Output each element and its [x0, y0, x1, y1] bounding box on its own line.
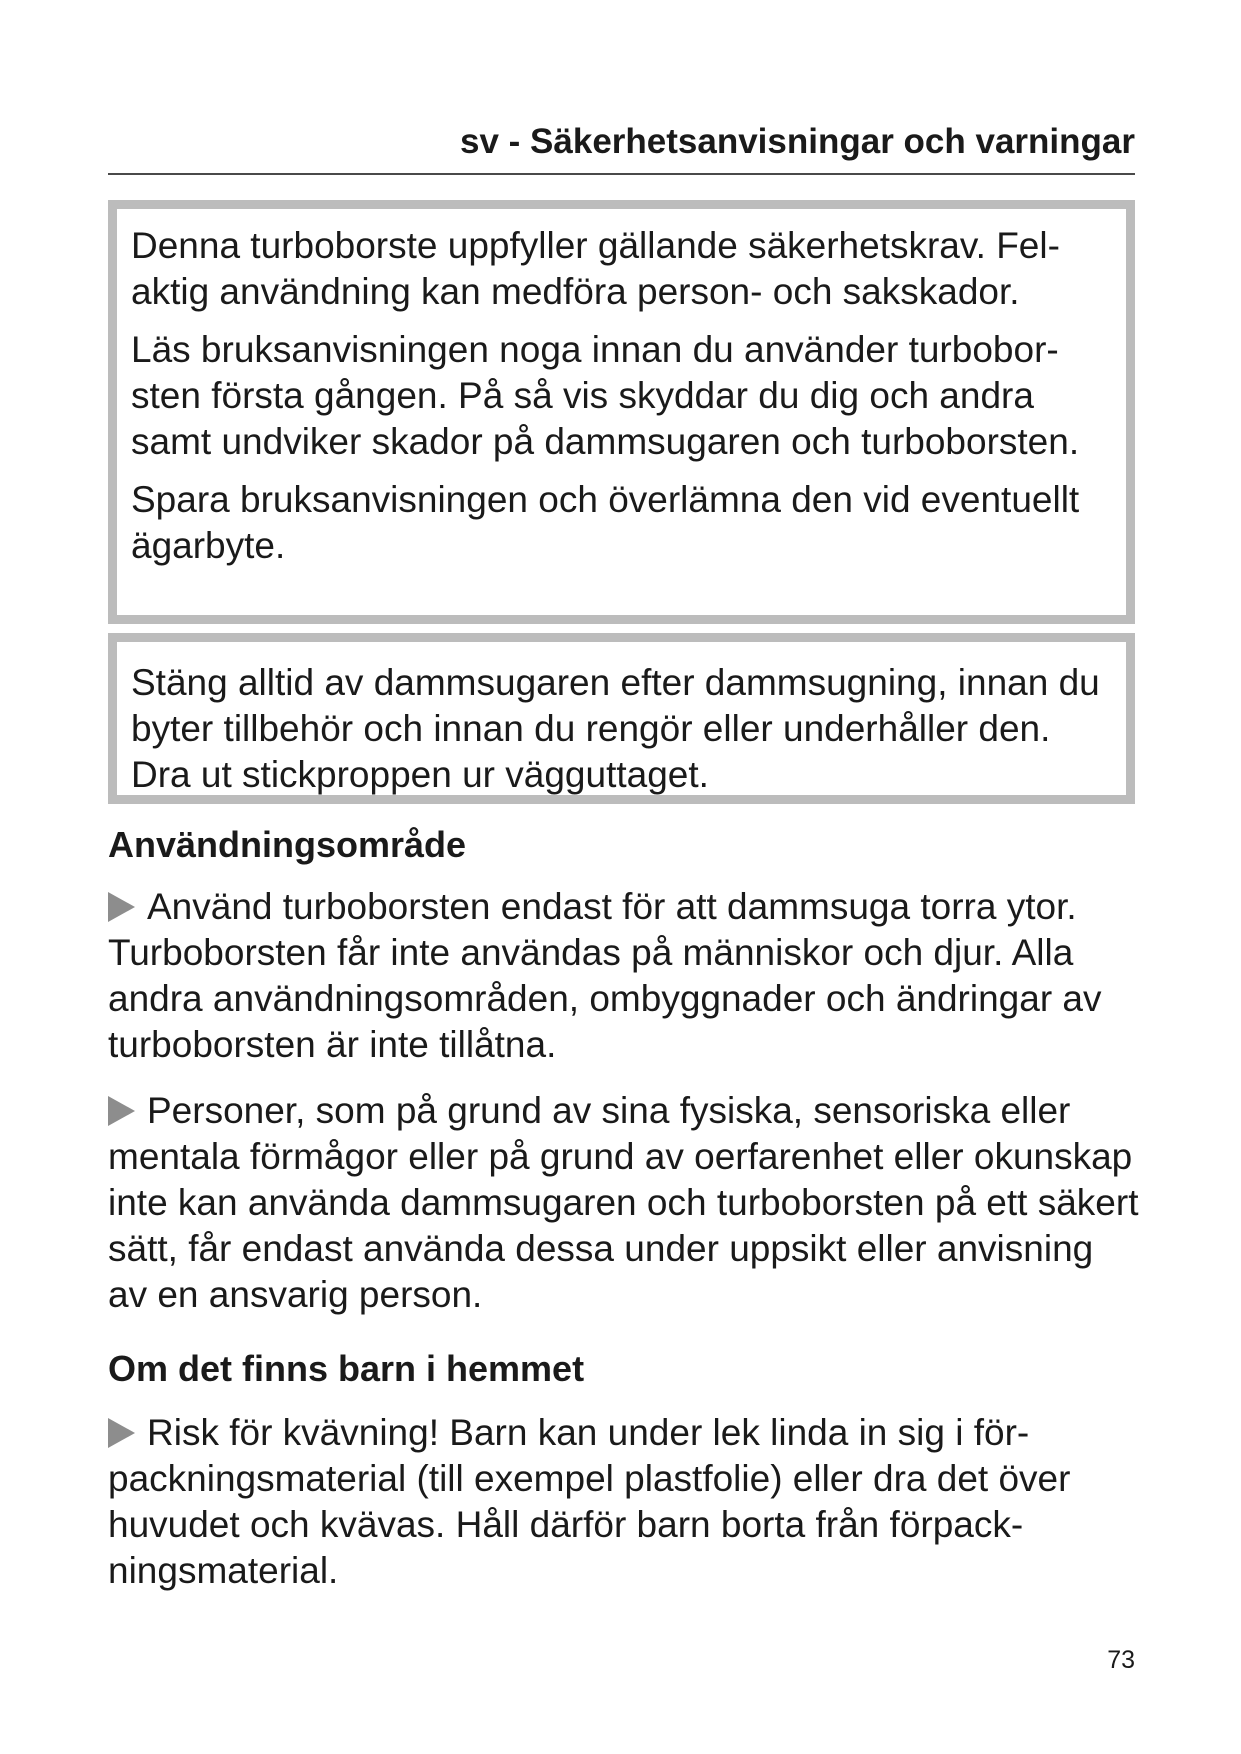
bullet-text: Använd turboborsten endast för att dammsuga torra ytor. Turboborsten får inte användas på människor och djur. Alla andra användningsområden, ombyggnader och ändringar av turboborsten är inte tillåtna.	[108, 886, 1102, 1065]
bullet-text: Personer, som på grund av sina fysiska, sensoriska eller mentala förmågor eller på grund av oerfarenhet eller okunskap inte kan använda dammsugaren och turboborsten på ett säkert sätt, får endast använda dessa under uppsikt eller anvisning av en ansvarig person.	[108, 1090, 1139, 1315]
triangle-bullet-icon	[108, 892, 135, 922]
page-number: 73	[1107, 1646, 1135, 1674]
triangle-bullet-icon	[108, 1096, 135, 1126]
bullet-item	[108, 884, 1140, 1068]
notice-paragraph: Spara bruksanvisningen och överlämna den vid eventuellt ägarbyte.	[131, 479, 1080, 566]
notice-paragraph: Läs bruksanvisningen noga innan du använder turboborsten första gången. På så vis skyddar du dig och andra samt undviker skador på dammsugaren och turboborsten.	[131, 329, 1080, 462]
notice-paragraph: Denna turboborste uppfyller gällande säkerhetskrav. Felaktig användning kan medföra person- och sakskador.	[131, 225, 1060, 312]
bullet-item	[108, 1410, 1140, 1594]
bullet-text: Risk för kvävning! Barn kan under lek linda in sig i förpackningsmaterial (till exempel plastfolie) eller dra det över huvudet och kvävas. Håll därför barn borta från förpackningsmaterial.	[108, 1412, 1071, 1591]
switch-off-notice-box	[108, 633, 1135, 804]
safety-notice-box	[108, 200, 1135, 624]
section-heading-children: Om det finns barn i hemmet	[108, 1348, 585, 1389]
section-heading-usage: Användningsområde	[108, 824, 467, 865]
bullet-item	[108, 1088, 1140, 1318]
notice-paragraph: Stäng alltid av dammsugaren efter dammsugning, innan du byter tillbehör och innan du rengör eller underhåller den. Dra ut stickproppen ur vägguttaget.	[131, 662, 1100, 795]
page-header: sv - Säkerhetsanvisningar och varningar	[460, 122, 1135, 161]
triangle-bullet-icon	[108, 1418, 135, 1448]
header-rule	[108, 173, 1135, 175]
